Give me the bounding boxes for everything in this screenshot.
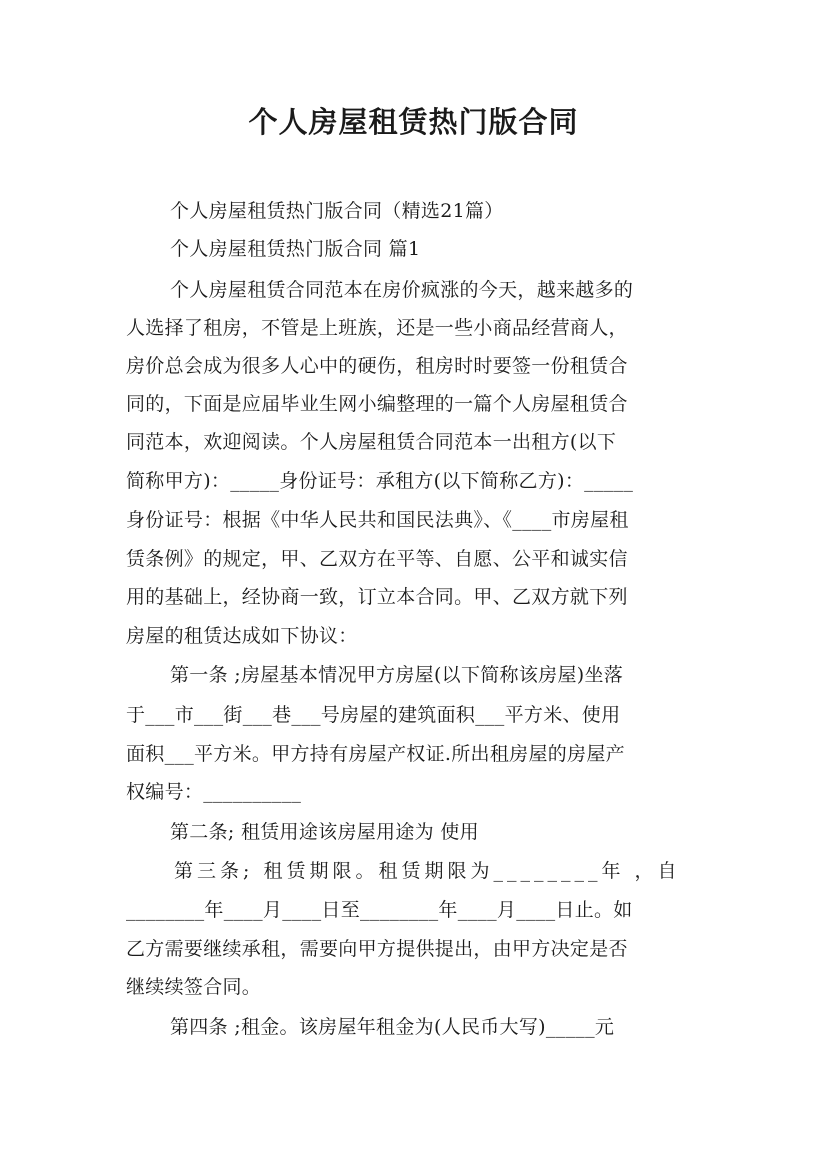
paragraph-line: 简称甲方)：_____身份证号：承租方(以下简称乙方)：_____	[126, 470, 634, 492]
paragraph-line: ________年____月____日至________年____月____日止。如	[126, 899, 633, 921]
paragraph-line: 房屋的租赁达成如下协议：	[126, 625, 358, 647]
paragraph-line-section-heading: 个人房屋租赁热门版合同 篇1	[170, 238, 421, 260]
paragraph-line-article-4: 第四条 ;租金。该房屋年租金为(人民币大写)_____元	[170, 1016, 615, 1038]
paragraph-line: 身份证号：根据《中华人民共和国民法典》、《____市房屋租	[126, 509, 629, 531]
paragraph-line-article-3: 第三条; 租赁期限。租赁期限为________年 ，自	[174, 860, 681, 882]
paragraph-line: 赁条例》的规定，甲、乙双方在平等、自愿、公平和诚实信	[126, 548, 628, 570]
paragraph-line: 人选择了租房，不管是上班族，还是一些小商品经营商人，	[126, 317, 628, 339]
paragraph-line: 用的基础上，经协商一致，订立本合同。甲、乙双方就下列	[126, 586, 628, 608]
paragraph-line-article-2: 第二条; 租赁用途该房屋用途为 使用	[170, 821, 479, 843]
paragraph-line: 继续续签合同。	[126, 976, 262, 998]
paragraph-line-subtitle: 个人房屋租赁热门版合同（精选21篇）	[170, 200, 504, 222]
paragraph-line: 面积___平方米。甲方持有房屋产权证.所出租房屋的房屋产	[126, 743, 625, 765]
paragraph-line: 个人房屋租赁合同范本在房价疯涨的今天，越来越多的	[170, 279, 634, 301]
paragraph-line: 于___市___街___巷___号房屋的建筑面积___平方米、使用	[126, 704, 621, 726]
document-title: 个人房屋租赁热门版合同	[248, 105, 579, 139]
paragraph-line: 乙方需要继续承租，需要向甲方提供提出，由甲方决定是否	[126, 938, 628, 960]
paragraph-line-article-1: 第一条 ;房屋基本情况甲方房屋(以下简称该房屋)坐落	[170, 664, 624, 686]
paragraph-line: 同范本，欢迎阅读。个人房屋租赁合同范本一出租方(以下	[126, 431, 617, 453]
paragraph-line: 房价总会成为很多人心中的硬伤，租房时时要签一份租赁合	[126, 355, 628, 377]
paragraph-line: 权编号：__________	[126, 781, 302, 803]
paragraph-line: 同的，下面是应届毕业生网小编整理的一篇个人房屋租赁合	[126, 393, 628, 415]
